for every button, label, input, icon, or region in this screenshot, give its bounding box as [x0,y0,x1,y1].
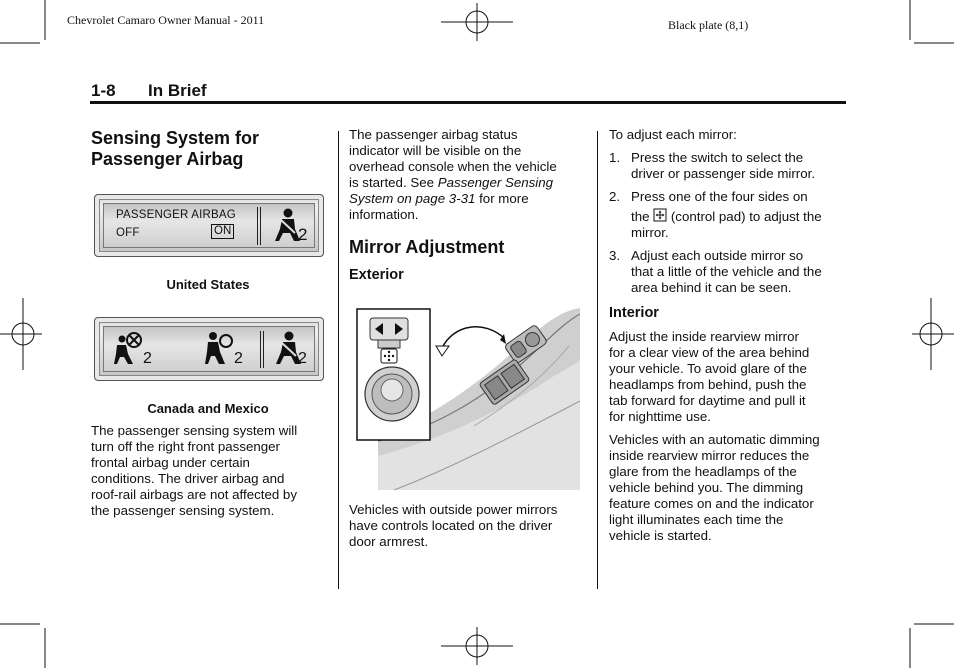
plate-label: Black plate (8,1) [668,18,749,32]
interior-subheading: Interior [609,305,659,321]
section-number: 1-8 [91,81,116,100]
canada-mexico-indicator-panel [94,317,324,381]
mirror-control-illustration [354,306,580,490]
seat-number-3: 2 [298,350,307,367]
seat-number-2: 2 [234,350,243,367]
off-label: OFF [116,227,140,239]
seat-number-1: 2 [143,350,152,367]
caption-united-states: United States [166,277,250,292]
interior-paragraph-1: Adjust the inside rearview mirror for a clear view of the area behind your vehicle. To avoid glare of the headlamps from behind, push the tab forward for daytime and pull it for nighttime use. [609,329,810,424]
cross-reference-page: System on page 3-31 [349,191,476,206]
column-divider-1 [338,131,339,589]
interior-paragraph-2: Vehicles with an automatic dimming inside rearview mirror reduces the glare from the headlamps of the vehicle behind you. The dimming feature comes on and the indicator light illuminates each time the vehicle is started. [609,432,820,543]
steps-list [609,150,849,296]
passenger-airbag-label: PASSENGER AIRBAG [116,209,236,221]
airbag-paragraph: The passenger sensing system will turn off the right front passenger frontal airbag under certain conditions. The driver airbag and roof-rail airbags are not affected by the passenger sensing system. [91,423,298,518]
seat-number: 2 [298,225,308,244]
list-item: 1. Press the switch to select the driver or passenger side mirror. [609,150,816,181]
cross-reference-link: Passenger Sensing [437,175,554,190]
column-divider-2 [597,131,598,589]
list-item: 2. Press one of the four sides on the (control pad) to adjust the mirror. [609,189,822,240]
manual-title: Chevrolet Camaro Owner Manual - 2011 [67,13,265,27]
airbag-on-icon [205,330,237,366]
section-title: In Brief [148,81,207,100]
airbag-heading-line1: Sensing System for [91,128,260,148]
exterior-subheading: Exterior [349,267,404,283]
airbag-off-icon [114,330,146,366]
header-rule [90,101,846,104]
list-item: 3. Adjust each outside mirror so that a little of the vehicle and the area behind it can be seen. [609,248,822,295]
on-label: ON [211,224,234,239]
control-pad-icon [653,208,667,222]
exterior-paragraph: Vehicles with outside power mirrors have controls located on the driver door armrest. [349,502,558,549]
caption-canada-mexico: Canada and Mexico [147,401,269,416]
us-indicator-panel [94,194,324,257]
airbag-heading [91,128,331,170]
adjust-intro: To adjust each mirror: [609,127,737,142]
mirror-adjustment-heading: Mirror Adjustment [349,237,505,257]
airbag-heading-line2: Passenger Airbag [91,149,244,169]
status-indicator-paragraph: The passenger airbag status indicator will be visible on the overhead console when the vehicle is started. See Passenger Sensing System on page 3-31 for more information. [349,127,557,222]
